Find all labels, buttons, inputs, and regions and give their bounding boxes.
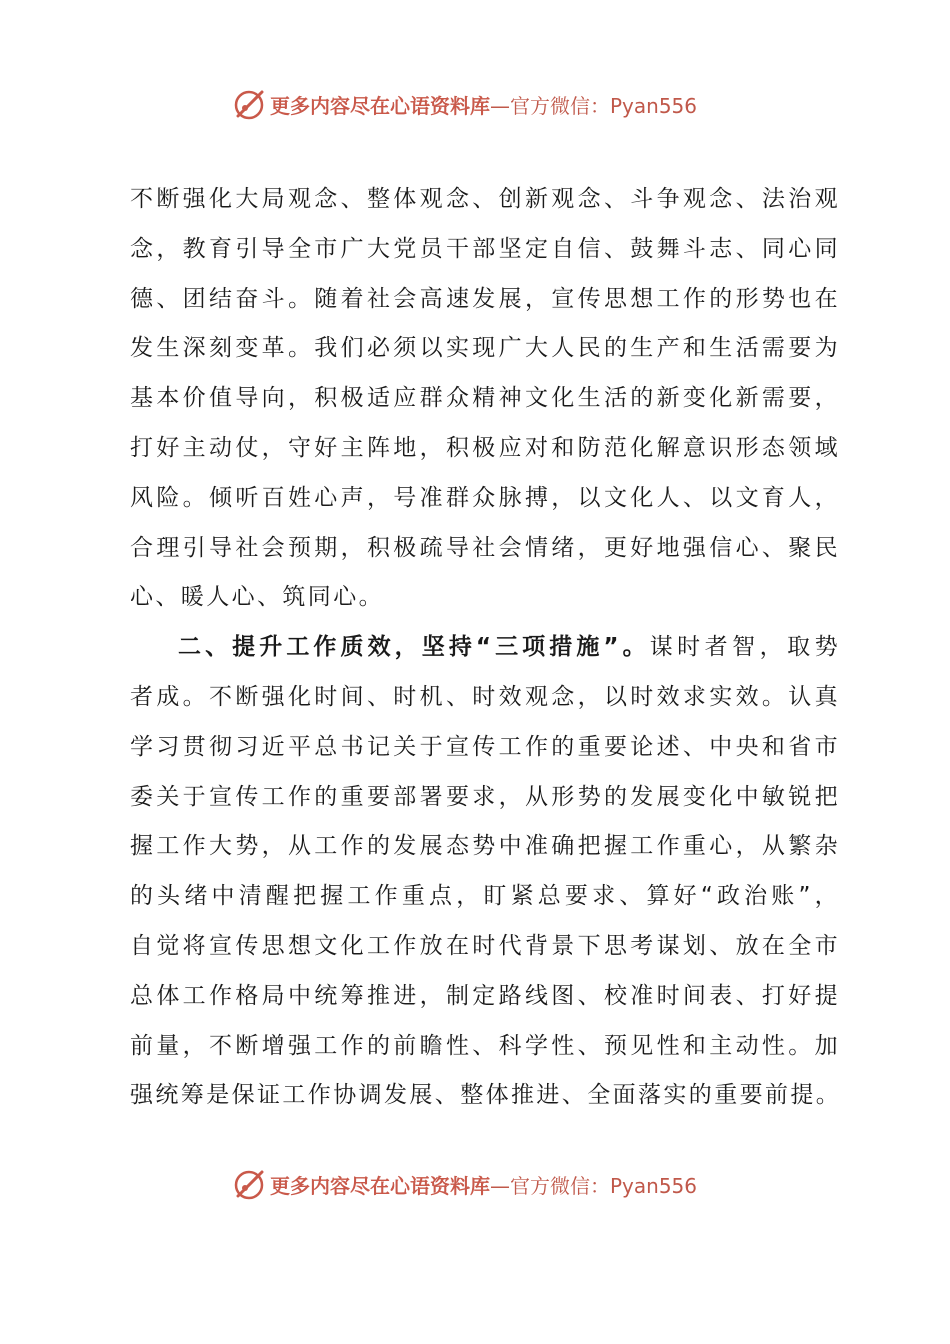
- text-line: 前量，不断增强工作的前瞻性、科学性、预见性和主动性。加: [130, 1032, 840, 1059]
- text-line: 总体工作格局中统筹推进，制定路线图、校准时间表、打好提: [130, 982, 840, 1009]
- text-line: 德、团结奋斗。随着社会高速发展，宣传思想工作的形势也在: [130, 285, 840, 312]
- text-line: 自觉将宣传思想文化工作放在时代背景下思考谋划、放在全市: [130, 932, 840, 959]
- footer-banner: [232, 1164, 732, 1204]
- text-line: 的头绪中清醒把握工作重点，盯紧总要求、算好“政治账”，: [130, 883, 840, 910]
- banner-brand-text: 更多内容尽在心语资料库: [270, 1173, 490, 1198]
- banner-brand-text: 更多内容尽在心语资料库: [270, 93, 490, 118]
- text-line: 打好主动仗，守好主阵地，积极应对和防范化解意识形态领域: [130, 434, 840, 461]
- text-line: 心、暖人心、筑同心。: [130, 584, 384, 611]
- text-line: 合理引导社会预期，积极疏导社会情绪，更好地强信心、聚民: [130, 534, 840, 561]
- text-line: 学习贯彻习近平总书记关于宣传工作的重要论述、中央和省市: [130, 733, 840, 760]
- text-line: 委关于宣传工作的重要部署要求，从形势的发展变化中敏锐把: [130, 783, 840, 810]
- text-line: 风险。倾听百姓心声，号准群众脉搏，以文化人、以文育人，: [130, 484, 840, 511]
- body-text: [130, 175, 840, 1121]
- heading-line-rest: 谋时者智，取势: [649, 634, 840, 661]
- text-line: 握工作大势，从工作的发展态势中准确把握工作重心，从繁杂: [130, 833, 840, 860]
- text-line: 者成。不断强化时间、时机、时效观念，以时效求实效。认真: [130, 683, 840, 710]
- section-heading-line: [130, 623, 840, 673]
- quill-seal-logo-icon: [232, 1166, 268, 1202]
- banner-contact-text: —官方微信：Pyan556: [490, 1173, 698, 1198]
- section-heading: 二、提升工作质效，坚持“三项措施”。: [178, 634, 650, 661]
- text-line: 念，教育引导全市广大党员干部坚定自信、鼓舞斗志、同心同: [130, 235, 840, 262]
- text-line: 基本价值导向，积极适应群众精神文化生活的新变化新需要，: [130, 385, 840, 412]
- quill-seal-logo-icon: [232, 86, 268, 122]
- text-line: 发生深刻变革。我们必须以实现广大人民的生产和生活需要为: [130, 335, 840, 362]
- text-line: 不断强化大局观念、整体观念、创新观念、斗争观念、法治观: [130, 186, 840, 212]
- header-banner: [232, 84, 732, 124]
- banner-contact-text: —官方微信：Pyan556: [490, 93, 698, 118]
- text-line: 强统筹是保证工作协调发展、整体推进、全面落实的重要前提。: [130, 1082, 842, 1109]
